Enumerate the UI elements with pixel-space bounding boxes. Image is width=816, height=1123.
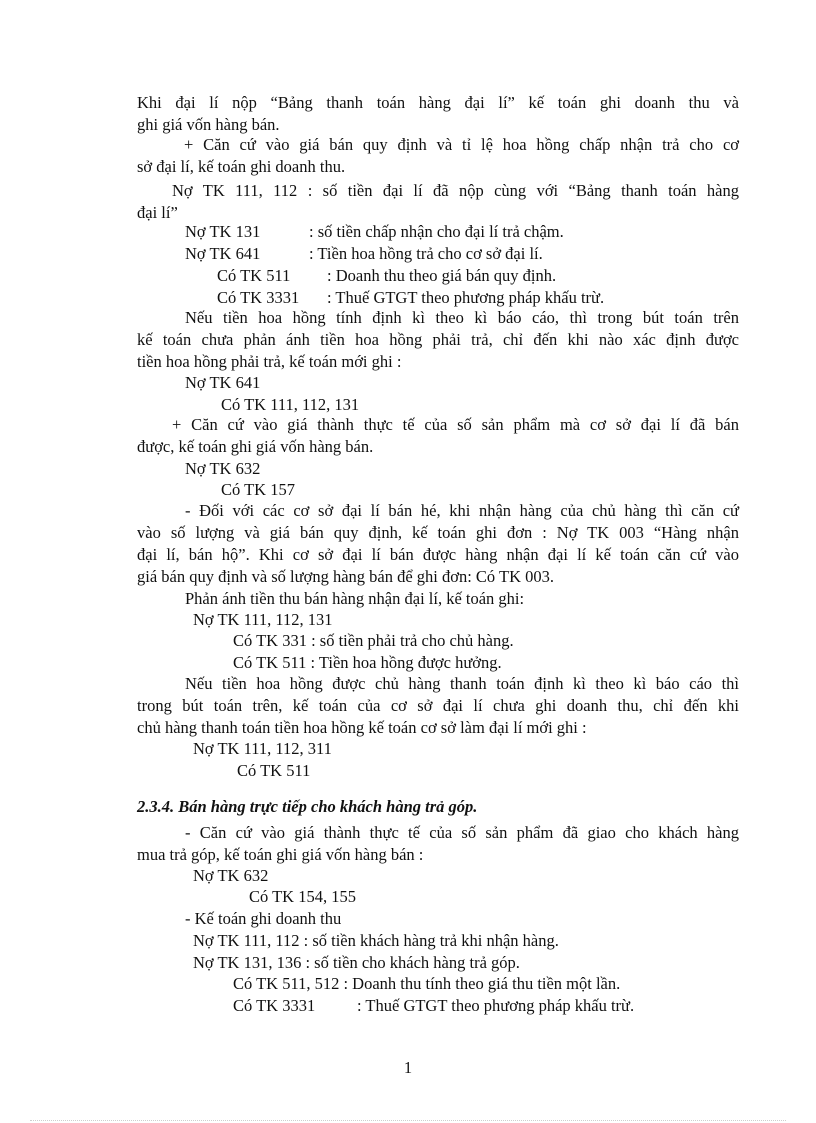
para-line: tiền hoa hồng phải trả, kế toán mới ghi :: [137, 352, 402, 371]
para-line: Nếu tiền hoa hồng được chủ hàng thanh toán định kì theo kì báo cáo thì: [185, 674, 739, 693]
para-line: đại lí, bán hộ”. Khi cơ sở đại lí bán được hàng nhận đại lí kế toán căn cứ vào: [137, 545, 739, 564]
journal-account: Nợ TK 632: [185, 459, 261, 478]
para-line: ghi giá vốn hàng bán.: [137, 115, 280, 134]
journal-desc: : Thuế GTGT theo phương pháp khấu trừ.: [357, 996, 635, 1015]
journal-account: Nợ TK 632: [193, 866, 269, 885]
para-line: - Căn cứ vào giá thành thực tế của số sản phẩm đã giao cho khách hàng: [185, 823, 739, 842]
para-line: kế toán chưa phản ánh tiền hoa hồng phải trả, chỉ đến khi nào xác định được: [137, 330, 739, 349]
journal-account: Có TK 3331: [217, 288, 300, 307]
para-line: mua trả góp, kế toán ghi giá vốn hàng bán :: [137, 845, 424, 864]
page-number: 1: [403, 1058, 413, 1077]
journal-account: Nợ TK 641: [185, 244, 261, 263]
journal-account: Nợ TK 131, 136 : số tiền cho khách hàng trả góp.: [193, 953, 520, 972]
journal-account: Nợ TK 641: [185, 373, 261, 392]
para-line: Nợ TK 111, 112 : số tiền đại lí đã nộp cùng với “Bảng thanh toán hàng: [172, 181, 739, 200]
journal-account: Nợ TK 131: [185, 222, 261, 241]
para-line: trong bút toán trên, kế toán của cơ sở đại lí chưa ghi doanh thu, chỉ đến khi: [137, 696, 739, 715]
journal-desc: : Tiền hoa hồng trả cho cơ sở đại lí.: [309, 244, 543, 263]
para-line: sở đại lí, kế toán ghi doanh thu.: [137, 157, 346, 176]
journal-account: Nợ TK 111, 112, 311: [193, 739, 332, 758]
journal-account: Có TK 157: [221, 480, 295, 499]
para-line: Nếu tiền hoa hồng tính định kì theo kì báo cáo, thì trong bút toán trên: [185, 308, 739, 327]
para-line: được, kế toán ghi giá vốn hàng bán.: [137, 437, 374, 456]
journal-account: Có TK 511: [237, 761, 311, 780]
journal-account: Có TK 511, 512 : Doanh thu tính theo giá thu tiền một lần.: [233, 974, 621, 993]
journal-account: Có TK 154, 155: [249, 887, 356, 906]
para-line: Phản ánh tiền thu bán hàng nhận đại lí, kế toán ghi:: [185, 589, 525, 608]
journal-account: Có TK 511: [217, 266, 291, 285]
para-line: + Căn cứ vào giá bán quy định và tỉ lệ hoa hồng chấp nhận trả cho cơ: [184, 135, 739, 154]
para-line: + Căn cứ vào giá thành thực tế của số sản phẩm mà cơ sở đại lí đã bán: [172, 415, 739, 434]
para-line: vào số lượng và giá bán quy định, kế toán ghi đơn : Nợ TK 003 “Hàng nhận: [137, 523, 739, 542]
journal-account: Có TK 331 : số tiền phải trả cho chủ hàng.: [233, 631, 514, 650]
journal-account: Nợ TK 111, 112 : số tiền khách hàng trả khi nhận hàng.: [193, 931, 559, 950]
para-line: giá bán quy định và số lượng hàng bán để ghi đơn: Có TK 003.: [137, 567, 555, 586]
journal-desc: : số tiền chấp nhận cho đại lí trả chậm.: [309, 222, 564, 241]
section-heading: 2.3.4. Bán hàng trực tiếp cho khách hàng trả góp.: [137, 797, 478, 816]
page-bottom-rule: [30, 1120, 786, 1121]
journal-account: Có TK 511 : Tiền hoa hồng được hưởng.: [233, 653, 502, 672]
para-line: đại lí”: [137, 203, 178, 222]
journal-desc: : Thuế GTGT theo phương pháp khấu trừ.: [327, 288, 605, 307]
para-line: - Kế toán ghi doanh thu: [185, 909, 342, 928]
para-line: - Đối với các cơ sở đại lí bán hé, khi nhận hàng của chủ hàng thì căn cứ: [185, 501, 739, 520]
journal-account: Nợ TK 111, 112, 131: [193, 610, 333, 629]
journal-account: Có TK 111, 112, 131: [221, 395, 360, 414]
para-line: chủ hàng thanh toán tiền hoa hồng kế toán cơ sở làm đại lí mới ghi :: [137, 718, 587, 737]
para-line: Khi đại lí nộp “Bảng thanh toán hàng đại lí” kế toán ghi doanh thu và: [137, 93, 739, 112]
journal-account: Có TK 3331: [233, 996, 316, 1015]
journal-desc: : Doanh thu theo giá bán quy định.: [327, 266, 557, 285]
